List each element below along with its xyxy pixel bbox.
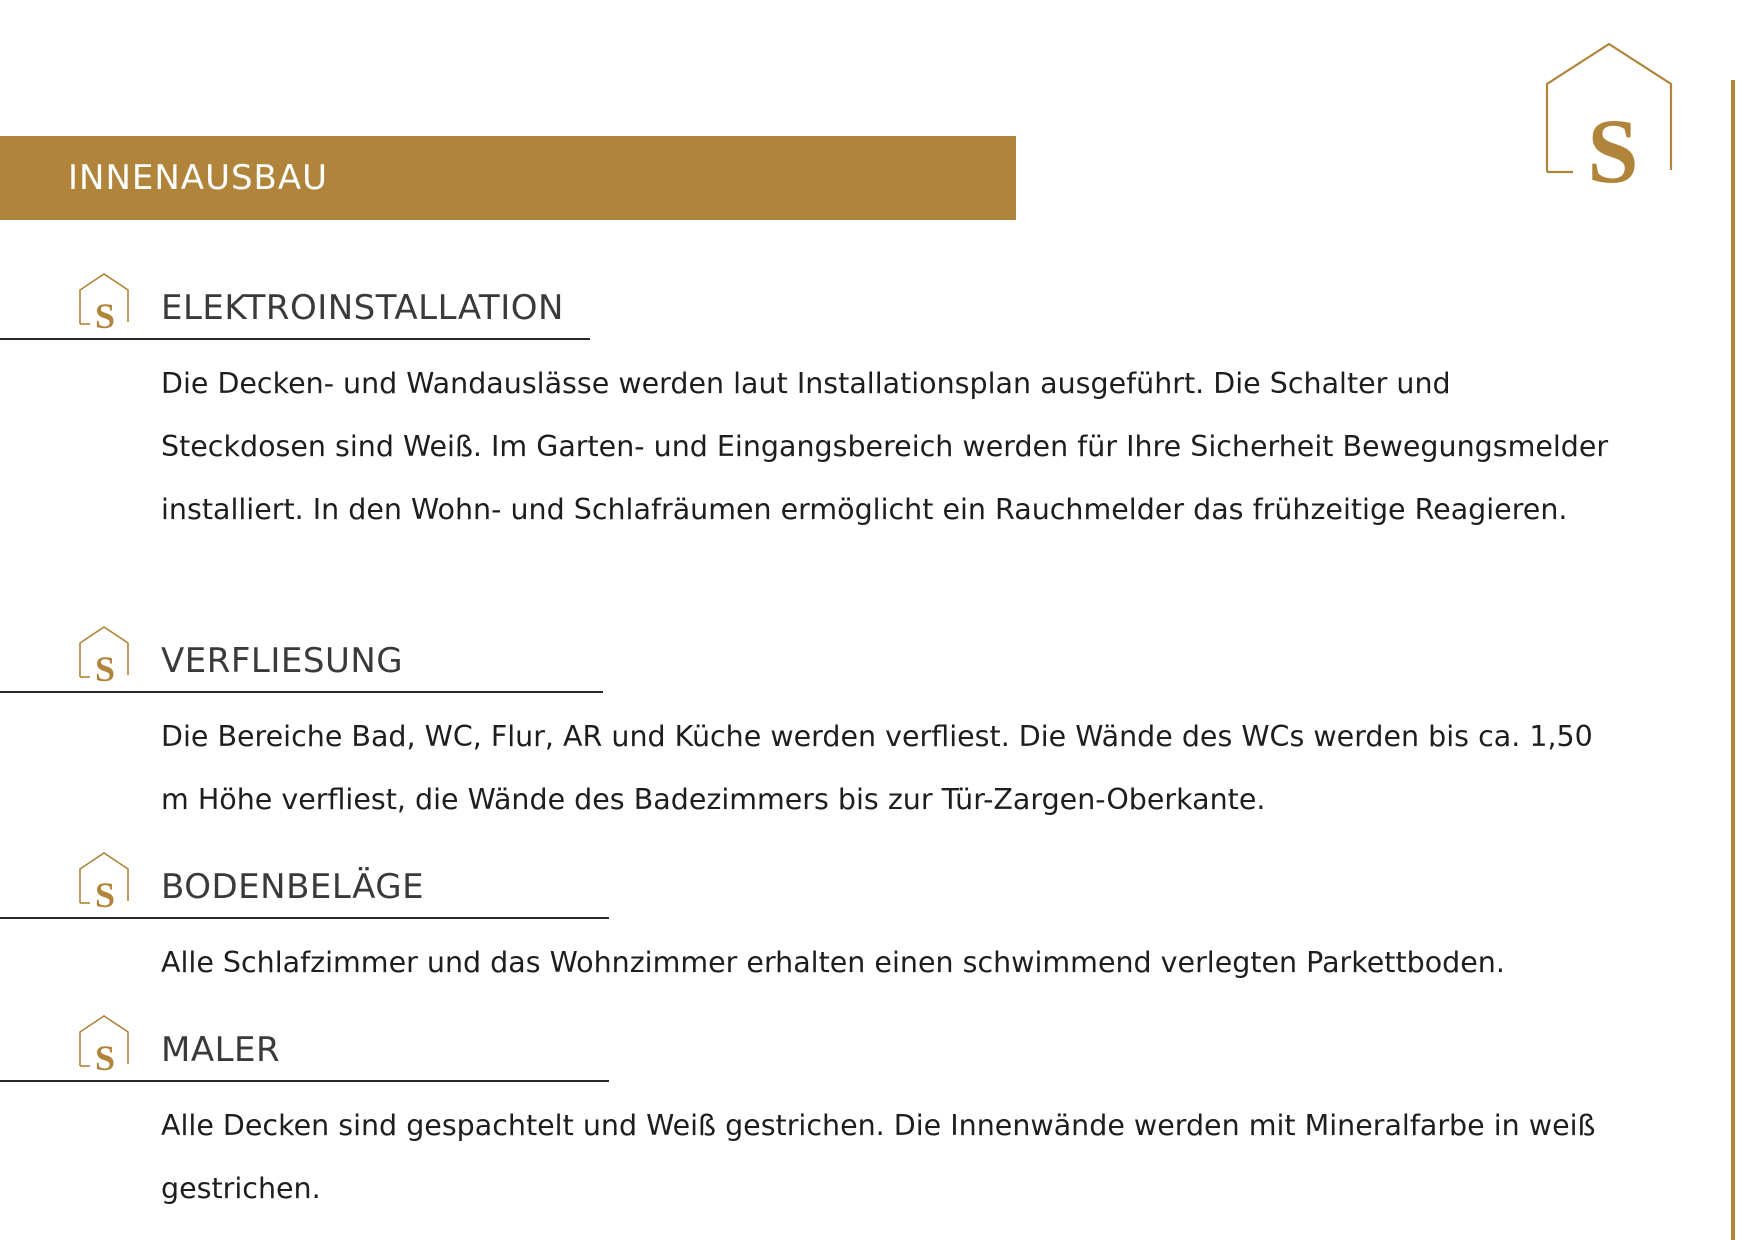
house-s-logo-icon <box>78 1014 134 1074</box>
logo-letter: S <box>94 649 116 685</box>
section-underline <box>0 917 609 919</box>
section-underline <box>0 1080 609 1082</box>
logo-letter: S <box>94 1038 116 1074</box>
section-text: Die Bereiche Bad, WC, Flur, AR und Küche werden verfliest. Die Wände des WCs werden bis ca. 1,50 m Höhe verfliest, die Wände des Badezimmers bis zur Tür-Zargen-Oberkante. <box>161 720 1593 816</box>
section-underline <box>0 338 590 340</box>
section-maler <box>0 1014 1700 1220</box>
section-underline <box>0 691 603 693</box>
house-s-logo-icon <box>78 625 134 685</box>
banner-title: INNENAUSBAU <box>68 158 329 198</box>
section-text: Die Decken- und Wandauslässe werden laut Installationsplan ausgeführt. Die Schalter und Steckdosen sind Weiß. Im Garten- und Eingangsbereich werden für Ihre Sicherheit Bewegungsmelder installiert. In den Wohn- und Schlafräumen ermöglicht ein Rauchmelder das frühzeitige Reagieren. <box>161 367 1609 526</box>
section-text: Alle Decken sind gespachtelt und Weiß gestrichen. Die Innenwände werden mit Mineralfarbe in weiß gestrichen. <box>161 1109 1596 1205</box>
right-vertical-rule <box>1731 80 1735 1240</box>
house-s-logo-icon <box>1545 42 1681 192</box>
section-elektroinstallation <box>0 272 1700 541</box>
section-title: MALER <box>161 1030 281 1070</box>
section-bodenbelaege <box>0 851 1700 994</box>
logo-letter: S <box>94 296 116 332</box>
house-s-logo-icon <box>78 851 134 911</box>
house-s-logo-icon <box>78 272 134 332</box>
section-title: VERFLIESUNG <box>161 641 404 681</box>
logo-letter: S <box>94 875 116 911</box>
section-title: ELEKTROINSTALLATION <box>161 288 564 328</box>
section-verfliesung <box>0 625 1700 831</box>
section-text: Alle Schlafzimmer und das Wohnzimmer erhalten einen schwimmend verlegten Parkettboden. <box>161 946 1505 979</box>
logo-letter: S <box>1587 100 1639 192</box>
section-title: BODENBELÄGE <box>161 867 425 907</box>
page-banner <box>0 136 1016 220</box>
